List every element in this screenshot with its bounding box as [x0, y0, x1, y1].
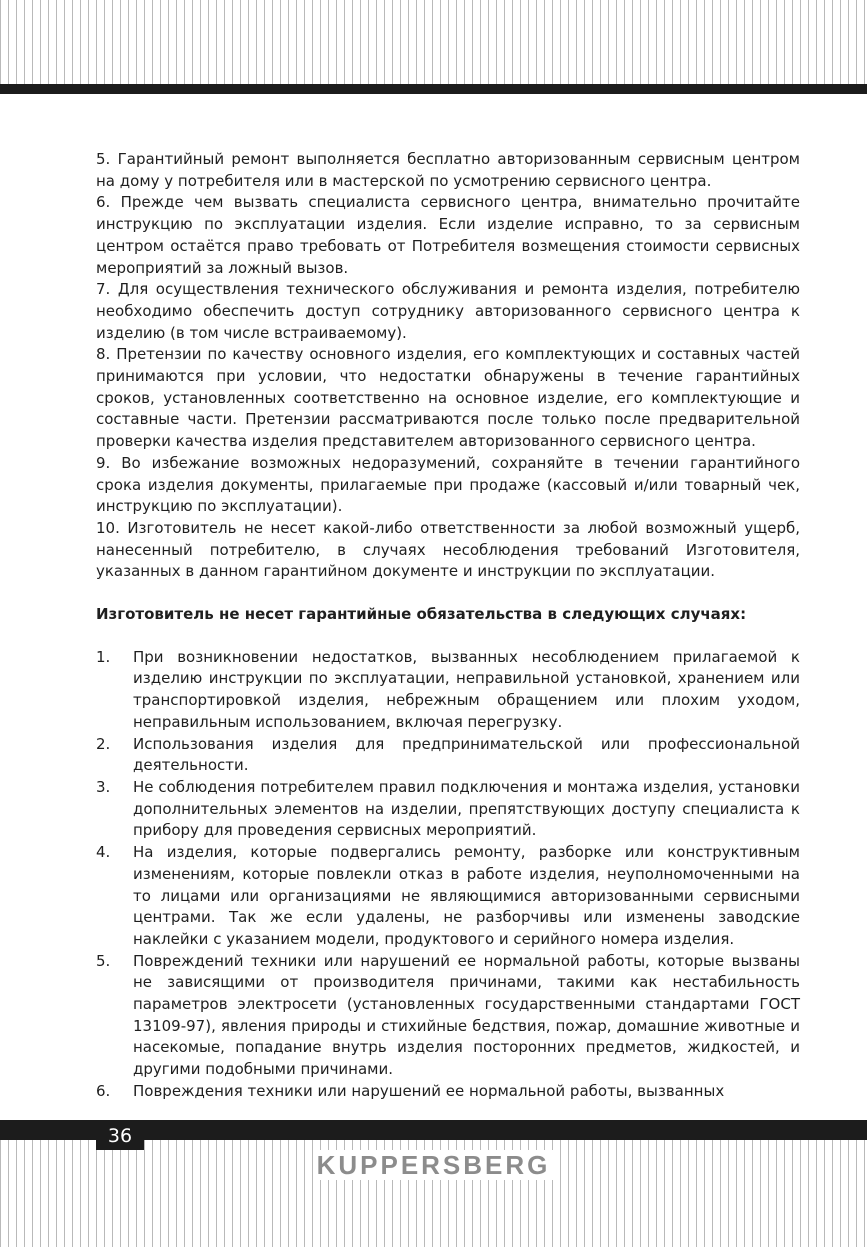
- list-item: [96, 951, 800, 1081]
- list-item-number: 5.: [96, 951, 111, 970]
- brand-logo: [0, 1150, 867, 1181]
- document-body: [96, 149, 800, 1103]
- list-item-text: Повреждений техники или нарушений ее нормальной работы, которые вызваны не зависящими от производителя причинами, такими как нестабильность параметров электросети (установленных государственными стандартами ГОСТ 13109-97), явления природы и стихийные бедствия, пожар, домашние животные и насекомые, попадание внутрь изделия посторонних предметов, жидкостей, и другими подобными причинами.: [133, 951, 800, 1079]
- list-item-number: 1.: [96, 647, 111, 666]
- list-item: [96, 1081, 800, 1103]
- list-item-text: На изделия, которые подвергались ремонту, разборке или конструктивным изменениям, которые повлекли отказ в работе изделия, неуполномоченными на то лицами или организациями не являющимися авторизованными сервисными центрами. Так же если удалены, не разборчивы или изменены заводские наклейки с указанием модели, продуктового и серийного номера изделия.: [133, 843, 800, 948]
- list-item: [96, 777, 800, 842]
- paragraph-10: 10. Изготовитель не несет какой-либо ответственности за любой возможный ущерб, нанесенный потребителю, в случаях несоблюдения требований Изготовителя, указанных в данном гарантийном документе и инструкции по эксплуатации.: [96, 518, 800, 581]
- header-bar: [0, 84, 867, 94]
- list-item-number: 2.: [96, 734, 111, 753]
- paragraph-9: 9. Во избежание возможных недоразумений, сохраняйте в течении гарантийного срока изделия документы, прилагаемые при продаже (кассовый и/или товарный чек, инструкцию по эксплуатации).: [96, 453, 800, 516]
- paragraph-8: 8. Претензии по качеству основного изделия, его комплектующих и составных частей принимаются при условии, что недостатки обнаружены в течение гарантийных сроков, установленных соответственно на основное изделие, его комплектующие и составные части. Претензии рассматриваются после только после предварительной проверки качества изделия представителем авторизованного сервисного центра.: [96, 345, 800, 451]
- list-item-number: 4.: [96, 843, 111, 862]
- list-item-number: 6.: [96, 1081, 111, 1100]
- list-item-text: Не соблюдения потребителем правил подключения и монтажа изделия, установки дополнительных элементов на изделии, препятствующих доступу специалиста к прибору для проведения сервисных мероприятий.: [133, 777, 800, 840]
- paragraph-5: 5. Гарантийный ремонт выполняется бесплатно авторизованным сервисным центром на дому у потребителя или в мастерской по усмотрению сервисного центра.: [96, 150, 800, 190]
- exclusions-list: [96, 647, 800, 1103]
- brand-name: KUPPERSBERG: [313, 1150, 555, 1180]
- list-item: [96, 842, 800, 951]
- list-item-text: Повреждения техники или нарушений ее нормальной работы, вызванных: [133, 1081, 725, 1100]
- list-item-number: 3.: [96, 777, 111, 796]
- list-item-text: При возникновении недостатков, вызванных несоблюдением прилагаемой к изделию инструкции по эксплуатации, неправильной установкой, хранением или транспортировкой изделия, небрежным обращением или плохим уходом, неправильным использованием, включая перегрузку.: [133, 647, 800, 731]
- list-item: [96, 734, 800, 777]
- list-item: [96, 647, 800, 734]
- header-pattern: [0, 0, 867, 84]
- list-item-text: Использования изделия для предпринимательской или профессиональной деятельности.: [133, 734, 800, 775]
- section-heading: Изготовитель не несет гарантийные обязательства в следующих случаях:: [96, 605, 747, 624]
- page-number: 36: [96, 1122, 144, 1150]
- paragraph-7: 7. Для осуществления технического обслуживания и ремонта изделия, потребителю необходимо обеспечить доступ сотруднику авторизованного сервисного центра к изделию (в том числе встраиваемому).: [96, 280, 800, 342]
- paragraph-6: 6. Прежде чем вызвать специалиста сервисного центра, внимательно прочитайте инструкцию по эксплуатации изделия. Если изделие исправно, то за сервисным центром остаётся право требовать от Потребителя возмещения стоимости сервисных мероприятий за ложный вызов.: [96, 193, 800, 277]
